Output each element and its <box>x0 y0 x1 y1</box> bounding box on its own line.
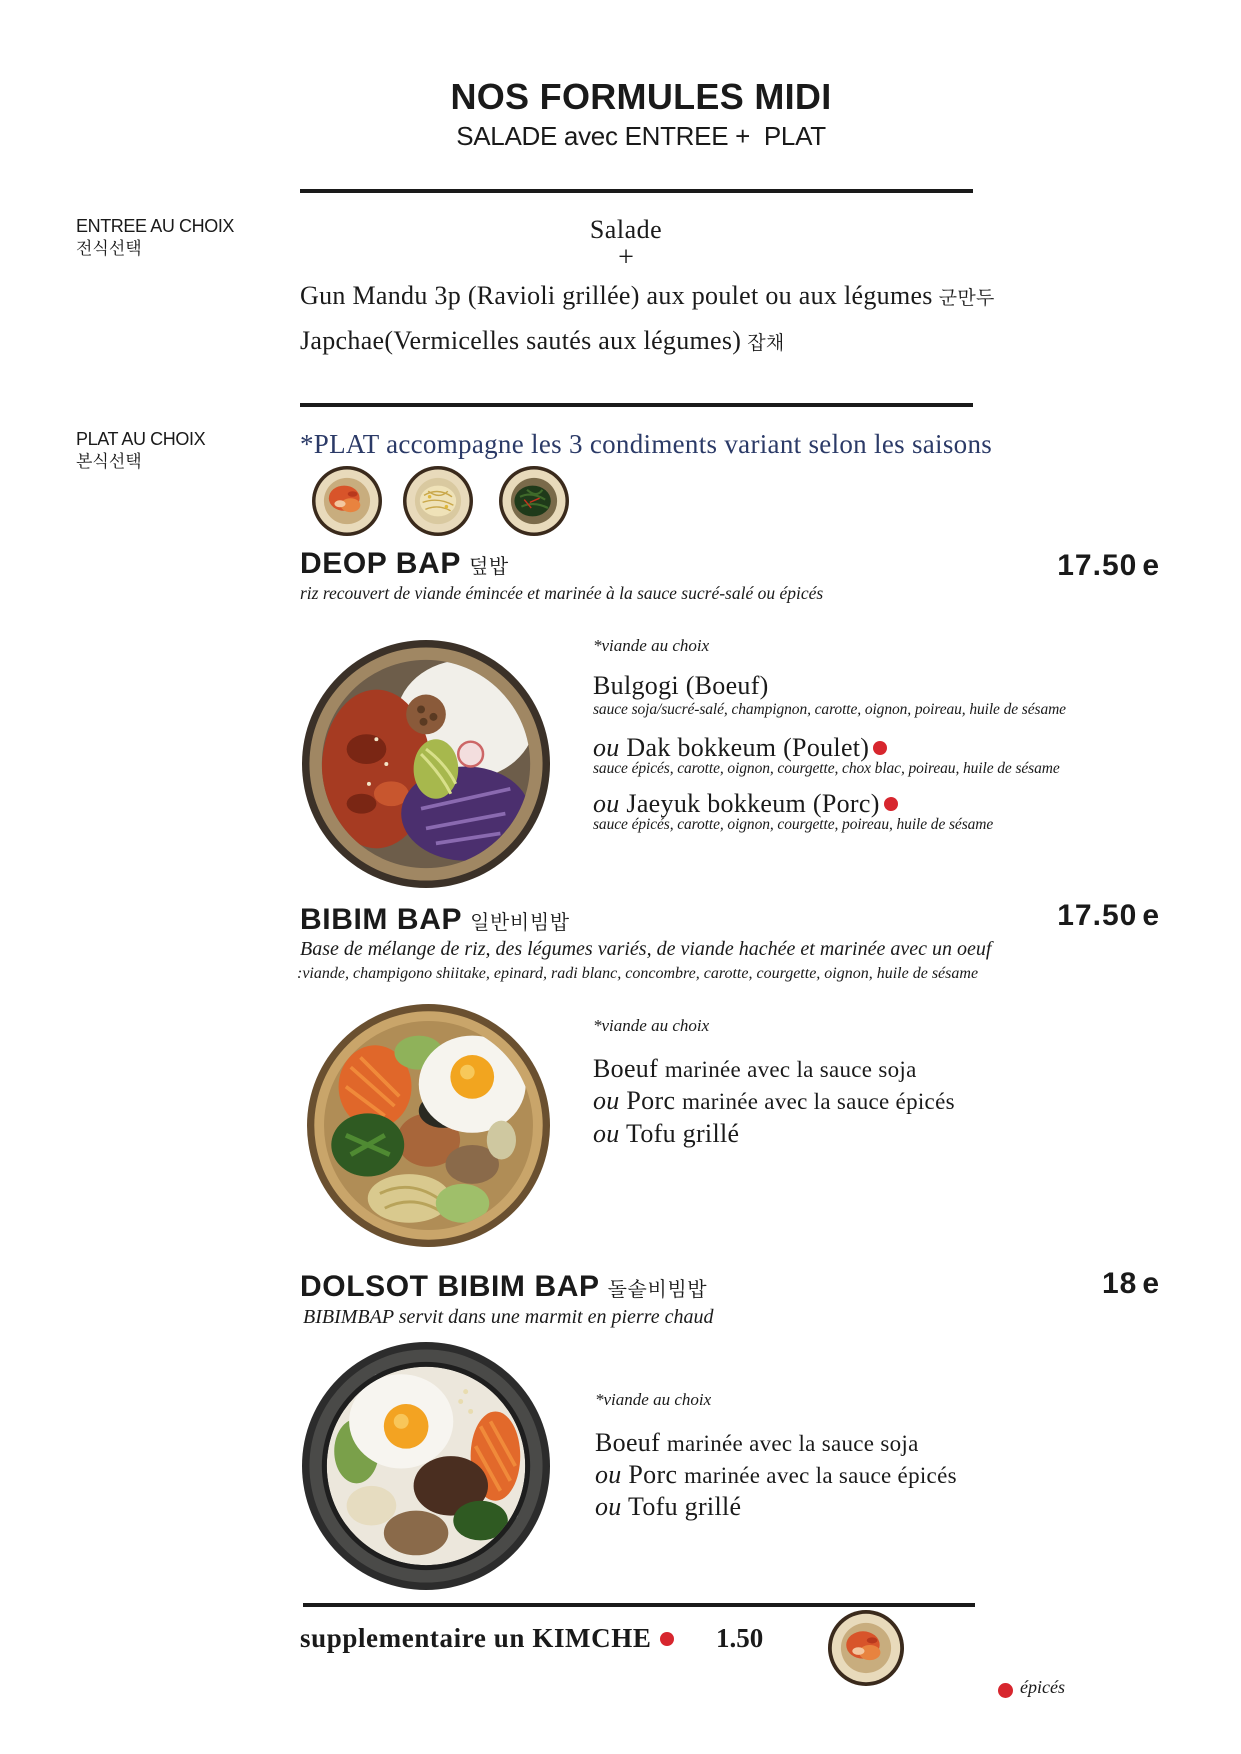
option-prefix: ou <box>593 789 620 818</box>
option-prefix: ou <box>593 1119 620 1148</box>
spicy-indicator-icon <box>873 741 887 755</box>
option-rest: marinée avec la sauce épicés <box>684 1463 957 1488</box>
option-prefix: ou <box>593 1086 620 1115</box>
deop-bap-photo <box>302 640 550 888</box>
option-label: Jaeyuk bokkeum (Porc) <box>626 789 880 818</box>
dish-name: BIBIM BAP <box>300 903 463 936</box>
meat-choice-note: *viande au choix <box>593 636 710 655</box>
option-prefix: ou <box>595 1460 622 1489</box>
supplement-label: supplementaire un KIMCHE <box>300 1623 652 1653</box>
option-name <box>593 789 898 819</box>
condiments-note: *PLAT accompagne les 3 condiments variant selon les saisons <box>300 429 993 459</box>
spicy-indicator-icon <box>884 797 898 811</box>
option-prefix: ou <box>595 1492 622 1521</box>
entree-item-name-ko: 군만두 <box>938 288 995 309</box>
option-label: Boeuf <box>593 1054 659 1083</box>
option-line <box>593 1119 739 1149</box>
option-label: Tofu grillé <box>627 1492 742 1521</box>
supplement-price: 1.50 <box>716 1623 764 1653</box>
page-subtitle: SALADE avec ENTREE + PLAT <box>456 121 826 151</box>
dish-price <box>1057 899 1160 933</box>
dish-name: DOLSOT BIBIM BAP <box>300 1270 600 1303</box>
dish-description: riz recouvert de viande émincée et marinée à la sauce sucré-salé ou épicés <box>300 583 824 603</box>
entree-item-name: Japchae(Vermicelles sautés aux légumes) <box>300 326 742 355</box>
option-label: Boeuf <box>595 1428 661 1457</box>
spinach-bowl-icon <box>499 466 569 536</box>
option-rest: marinée avec la sauce soja <box>666 1431 919 1456</box>
price-currency: e <box>1142 899 1160 932</box>
entree-section-label-ko: 전식선택 <box>76 239 142 258</box>
option-label: Porc <box>626 1086 676 1115</box>
spicy-indicator-icon <box>660 1632 674 1646</box>
kimchi-bowl-icon <box>312 466 382 536</box>
dish-description: BIBIMBAP servit dans une marmit en pierre chaud <box>303 1306 714 1328</box>
option-prefix: ou <box>593 733 620 762</box>
price-currency: e <box>1142 1267 1160 1300</box>
entree-item-name-ko: 잡채 <box>747 333 785 354</box>
dolsot-bibim-bap-photo <box>302 1342 550 1590</box>
entree-item <box>300 281 995 311</box>
bibim-bap-photo <box>307 1004 550 1247</box>
price-value: 18 <box>1101 1267 1138 1300</box>
dish-price <box>1102 1267 1160 1301</box>
dish-price <box>1057 549 1160 583</box>
entree-item <box>300 326 785 356</box>
price-currency: e <box>1142 549 1160 582</box>
option-label: Bulgogi (Boeuf) <box>593 671 769 700</box>
option-detail: sauce épicés, carotte, oignon, courgette, chox blac, poireau, huile de sésame <box>593 760 1060 777</box>
price-value: 17.50 <box>1057 549 1138 582</box>
option-line <box>595 1492 741 1522</box>
dish-title <box>300 903 570 937</box>
option-line <box>593 1086 955 1116</box>
dish-name-ko: 돌솥비빔밥 <box>607 1279 708 1301</box>
meat-choice-note: *viande au choix <box>593 1016 710 1035</box>
option-name <box>593 671 769 701</box>
dish-name-ko: 덮밥 <box>468 556 509 578</box>
plat-section-label: PLAT AU CHOIX <box>76 429 206 449</box>
salade-label: Salade <box>589 215 663 244</box>
option-rest: marinée avec la sauce soja <box>664 1057 917 1082</box>
dish-description: Base de mélange de riz, des légumes variés, de viande hachée et marinée avec un oeuf <box>300 938 992 960</box>
dish-title <box>300 1270 707 1304</box>
option-label: Dak bokkeum (Poulet) <box>626 733 870 762</box>
option-line <box>595 1428 919 1458</box>
divider-bottom <box>303 1603 975 1607</box>
price-value: 17.50 <box>1057 899 1138 932</box>
spicy-legend-icon <box>998 1683 1013 1698</box>
meat-choice-note: *viande au choix <box>595 1390 712 1409</box>
option-name <box>593 733 887 763</box>
entree-item-name: Gun Mandu 3p (Ravioli grillée) aux poulet ou aux légumes <box>300 281 933 310</box>
kimchi-bowl-icon <box>828 1610 904 1686</box>
divider-top <box>300 189 973 193</box>
option-label: Porc <box>628 1460 678 1489</box>
dish-title <box>300 547 509 581</box>
plat-section-label-ko: 본식선택 <box>76 452 142 471</box>
divider-middle <box>300 403 973 407</box>
plus-sign: + <box>618 242 634 273</box>
kimchi-supplement <box>300 1623 674 1654</box>
page-title: NOS FORMULES MIDI <box>450 76 832 117</box>
option-detail: sauce épicés, carotte, oignon, courgette, poireau, huile de sésame <box>593 816 994 833</box>
option-rest: marinée avec la sauce épicés <box>682 1089 955 1114</box>
option-label: Tofu grillé <box>625 1119 740 1148</box>
option-detail: sauce soja/sucré-salé, champignon, carotte, oignon, poireau, huile de sésame <box>593 701 1066 718</box>
option-line <box>593 1054 917 1084</box>
entree-section-label: ENTREE AU CHOIX <box>76 216 235 236</box>
spicy-legend-label: épicés <box>1020 1677 1065 1697</box>
bean-sprouts-bowl-icon <box>403 466 473 536</box>
option-line <box>595 1460 957 1490</box>
dish-ingredients: :viande, champigono shiitake, epinard, radi blanc, concombre, carotte, courgette, oignon, huile de sésame <box>297 965 979 982</box>
dish-name-ko: 일반비빔밥 <box>470 912 570 934</box>
dish-name: DEOP BAP <box>300 547 461 580</box>
